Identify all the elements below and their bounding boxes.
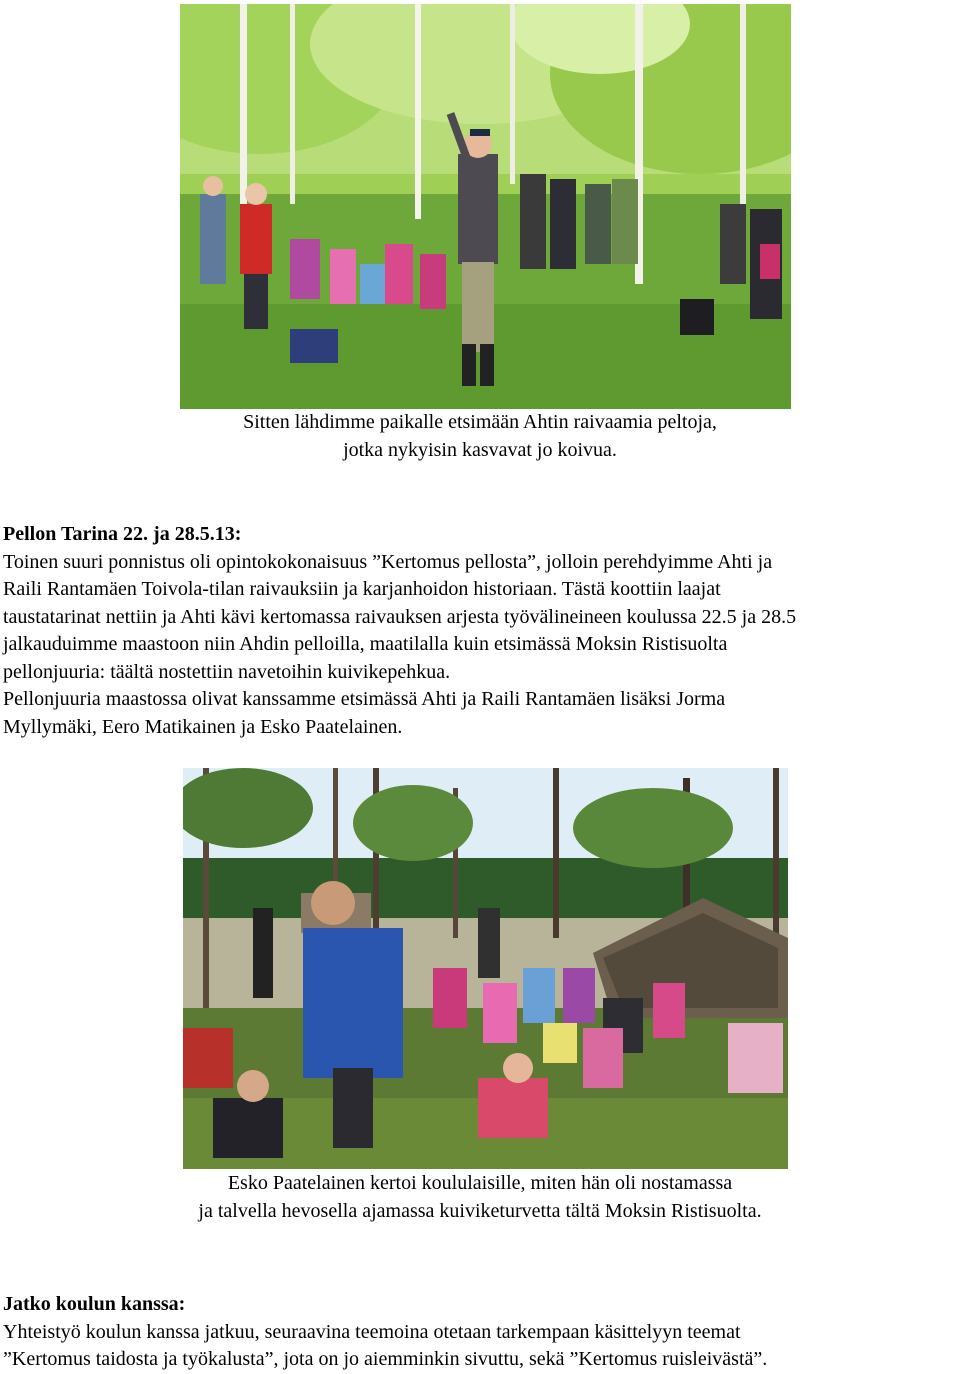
paragraph-line: Pellonjuuria maastossa olivat kanssamme etsimässä Ahti ja Raili Rantamäen lisäksi Jorma [3,688,726,710]
photo2-caption-line-2: ja talvella hevosella ajamassa kuiviketurvetta tältä Moksin Ristisuolta. [198,1199,762,1222]
section-pellon-tarina [3,521,958,741]
section-jatko-koulun-kanssa [3,1291,958,1374]
paragraph-line: jalkauduimme maastoon niin Ahdin pelloilla, maatilalla kuin etsimässä Moksin Ristisuolta [3,633,728,655]
paragraph-line: pellonjuuria: täältä nostettiin navetoihin kuivikepehkua. [3,660,451,683]
paragraph-line: Yhteistyö koulun kanssa jatkuu, seuraavina teemoina otetaan tarkempaan käsittelyyn teemat [3,1320,741,1343]
photo2-caption [0,1170,960,1225]
photo1-caption-line-1: Sitten lähdimme paikalle etsimään Ahtin raivaamia peltoja, [243,411,717,433]
photo-birch-forest-group [180,4,791,409]
photo2-caption-line-1: Esko Paatelainen kertoi koululaisille, miten hän oli nostamassa [227,1172,733,1194]
photo1-caption-line-2: jotka nykyisin kasvavat jo koivua. [343,438,617,461]
photo-bog-illustration [183,768,788,1169]
photo-birch-forest-illustration [180,4,791,409]
paragraph-line: Myllymäki, Eero Matikainen ja Esko Paatelainen. [3,715,403,738]
paragraph-line: Raili Rantamäen Toivola-tilan raivauksiin ja karjanhoidon historiaan. Tästä koottiin laajat [3,578,721,600]
paragraph-line: taustatarinat nettiin ja Ahti kävi kertomassa raivauksen arjesta työvälineineen koulussa 22.5 ja 28.5 [3,605,797,628]
section-heading: Pellon Tarina 22. ja 28.5.13: [3,523,242,545]
paragraph-line: Toinen suuri ponnistus oli opintokokonaisuus ”Kertomus pellosta”, jolloin perehdyimme Ahti ja [3,550,773,573]
photo1-caption [0,409,960,464]
paragraph-line: ”Kertomus taidosta ja työkalusta”, jota on jo aiemminkin sivuttu, sekä ”Kertomus ruisleivästä”. [3,1348,768,1370]
photo-bog-storytelling [183,768,788,1169]
section-heading: Jatko koulun kanssa: [3,1293,186,1315]
